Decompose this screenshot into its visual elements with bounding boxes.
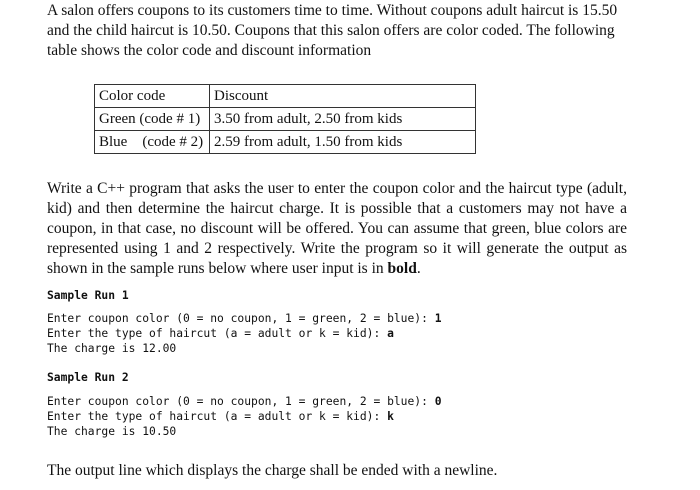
task-end: .: [416, 260, 421, 277]
table-cell: 3.50 from adult, 2.50 from kids: [210, 108, 476, 131]
run-line: [47, 394, 442, 409]
header-discount: Discount: [210, 85, 476, 108]
user-input: a: [387, 327, 394, 340]
sample-run-2-title: Sample Run 2: [47, 371, 129, 384]
coupon-table: [94, 84, 476, 154]
table-row: [95, 131, 476, 154]
header-color-code: Color code: [95, 85, 210, 108]
sample-run-1-title: Sample Run 1: [47, 289, 129, 302]
user-input: 0: [434, 395, 442, 408]
prompt-text: Enter the type of haircut (a = adult or k = kid):: [47, 327, 388, 340]
run-line: [47, 409, 442, 424]
run-line: [47, 311, 442, 326]
prompt-text: Enter coupon color (0 = no coupon, 1 = green, 2 = blue):: [47, 395, 435, 408]
result-line: The charge is 12.00: [47, 342, 177, 355]
prompt-text: Enter the type of haircut (a = adult or k = kid):: [47, 410, 388, 423]
user-input: k: [387, 410, 394, 423]
sample-run-1-output: [47, 311, 442, 356]
table-header-row: [95, 85, 476, 108]
result-line: The charge is 10.50: [47, 425, 177, 438]
sample-run-2-output: [47, 394, 442, 439]
run-line: [47, 326, 442, 341]
intro-paragraph: A salon offers coupons to its customers time to time. Without coupons adult haircut is 15.50 and the child haircut is 10.50. Coupons that this salon offers are color coded. The following table shows the color code and discount information: [47, 2, 618, 59]
prompt-text: Enter coupon color (0 = no coupon, 1 = green, 2 = blue):: [47, 312, 435, 325]
task-bold-word: bold: [387, 260, 417, 277]
task-text: Write a C++ program that asks the user to enter the coupon color and the haircut type (adult, kid) and then determine the haircut charge. It is possible that a customers may not have a coupon, in that case, no discount will be offered. You can assume that green, blue colors are represented using 1 and 2 respectively. Write the program so it will generate the output as shown in the sample runs below where user input is in: [47, 180, 627, 277]
table-cell: Green (code # 1): [95, 108, 210, 131]
table-row: [95, 108, 476, 131]
task-paragraph: [47, 179, 627, 279]
user-input: 1: [434, 312, 442, 325]
outro-paragraph: The output line which displays the charge shall be ended with a newline.: [47, 462, 498, 479]
table-cell: Blue (code # 2): [95, 131, 210, 154]
table-cell: 2.59 from adult, 1.50 from kids: [210, 131, 476, 154]
